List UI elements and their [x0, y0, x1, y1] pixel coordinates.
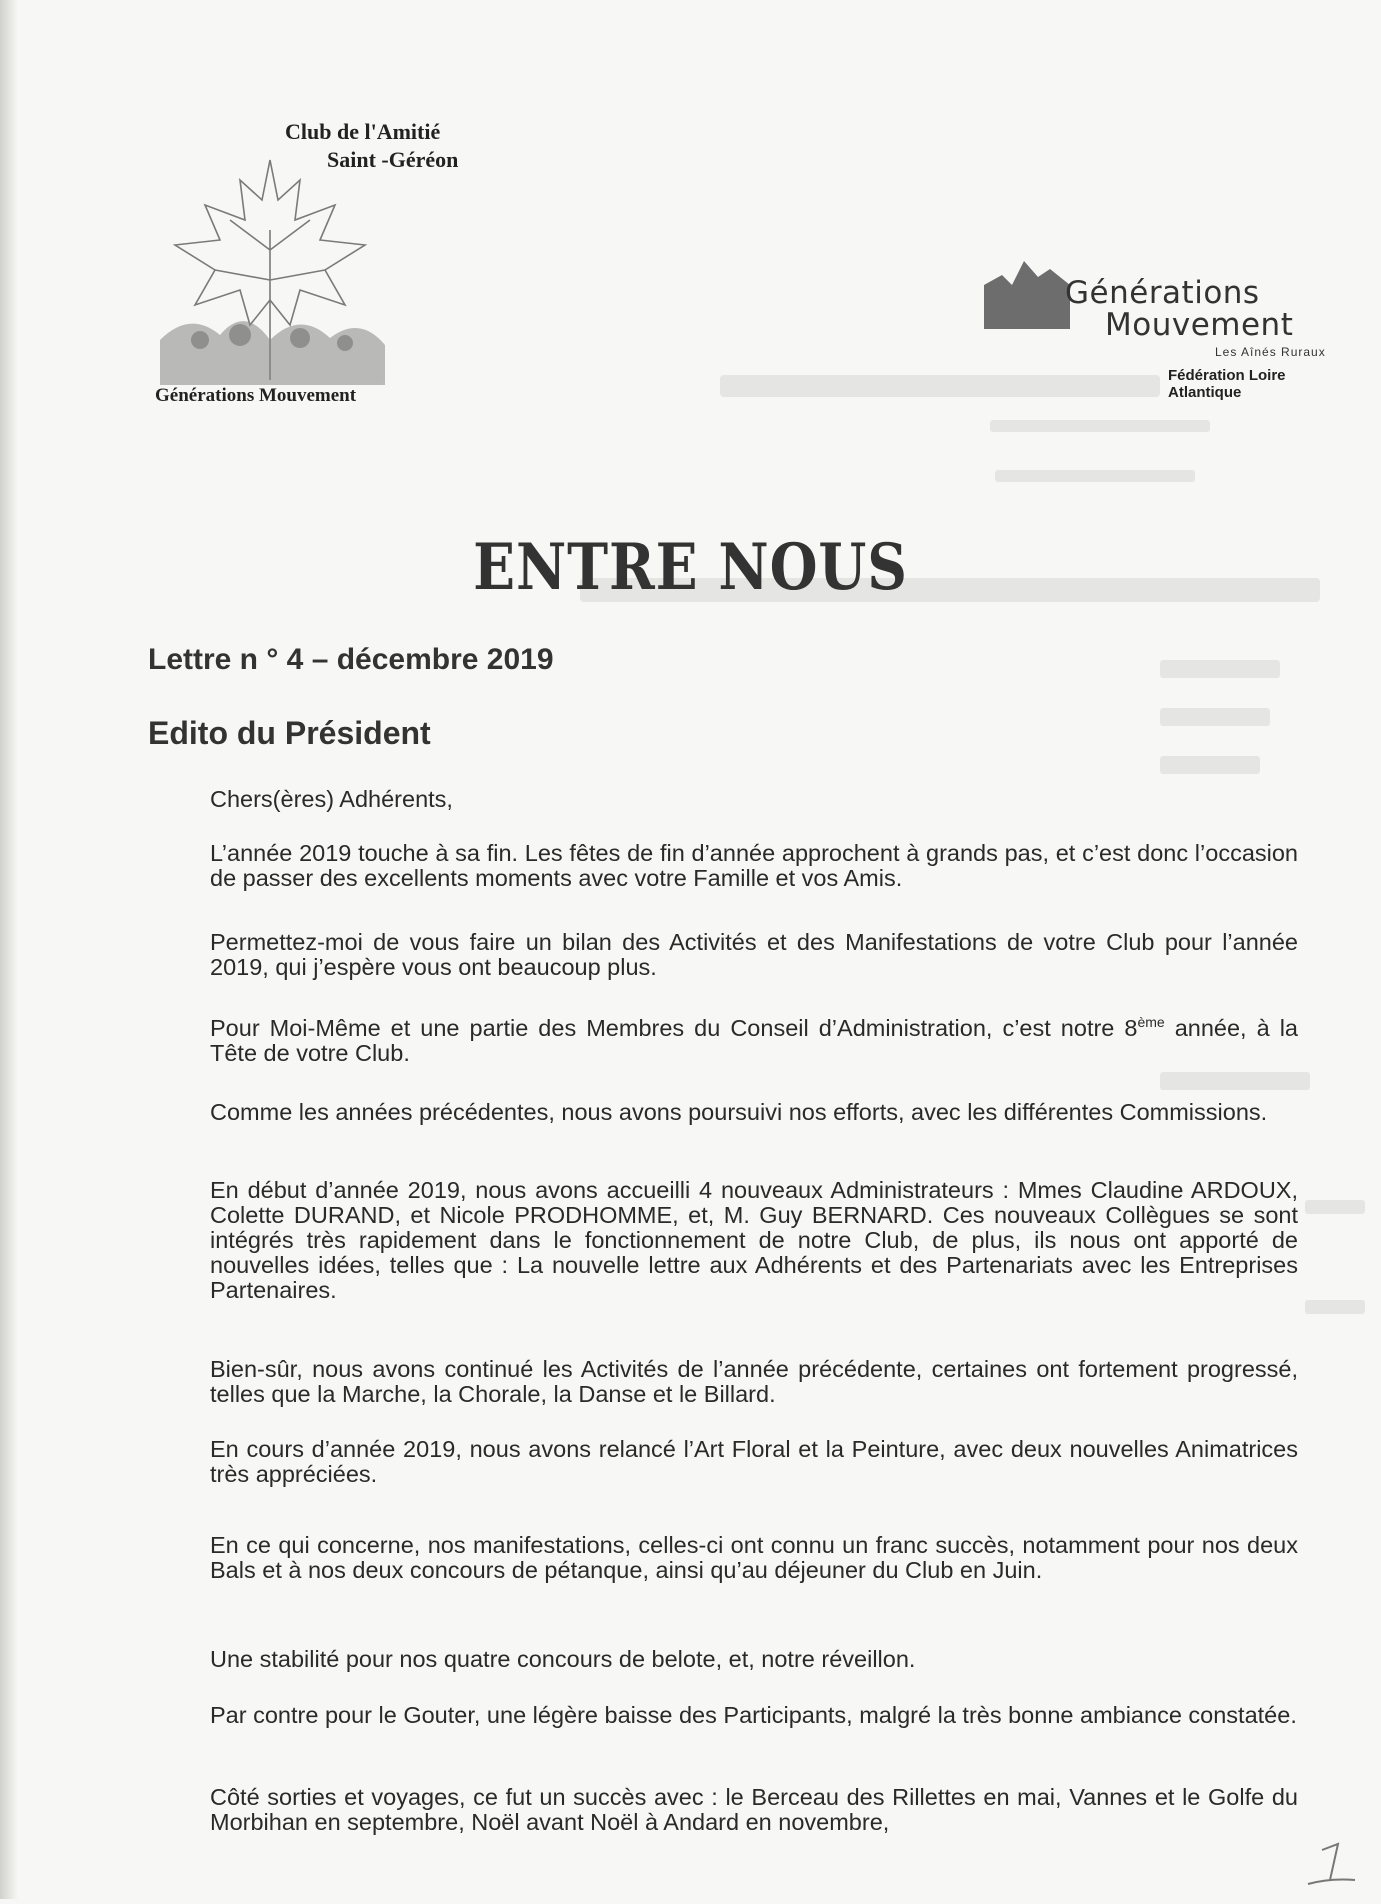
federation-word1: Générations: [1065, 275, 1260, 311]
paragraph: Permettez-moi de vous faire un bilan des Activités et des Manifestations de votre Club pour l’année 2019, qui j’espère vous ont beaucoup plus.: [210, 929, 1298, 980]
club-name-line2: Saint -Géréon: [327, 147, 459, 172]
maple-leaf-icon: [150, 140, 400, 400]
federation-logo: [980, 255, 1360, 401]
issue-line: Lettre n ° 4 – décembre 2019: [148, 643, 554, 676]
paragraph: En ce qui concerne, nos manifestations, celles-ci ont connu un franc succès, notamment pour nos deux Bals et à nos deux concours de pétanque, ainsi qu’au déjeuner du Club en Juin.: [210, 1532, 1298, 1583]
paragraph: En début d’année 2019, nous avons accueilli 4 nouveaux Administrateurs : Mmes Claudine ARDOUX, Colette DURAND, et Nicole PRODHOMME, et, M. Guy BERNARD. Ces nouveaux Collègues se sont intégrés très rapidement dans le fonctionnement de notre Club, de plus, ils nous ont apporté de nouvelles idées, telles que : La nouvelle lettre aux Adhérents et des Partenariats avec les Entreprises Partenaires.: [210, 1177, 1298, 1303]
federation-subtitle: Les Aînés Ruraux: [1215, 345, 1326, 359]
club-movement-label: Générations Mouvement: [155, 385, 357, 406]
paragraph: Par contre pour le Gouter, une légère baisse des Participants, malgré la très bonne ambiance constatée.: [210, 1702, 1297, 1728]
edito-heading: Edito du Président: [148, 715, 431, 751]
paragraph: Côté sorties et voyages, ce fut un succès avec : le Berceau des Rillettes en mai, Vannes et le Golfe du Morbihan en septembre, Noël avant Noël à Andard en novembre,: [210, 1784, 1298, 1835]
paragraph: Une stabilité pour nos quatre concours de belote, et, notre réveillon.: [210, 1646, 916, 1672]
paragraph-text: année, à la Tête de votre Club.: [210, 1014, 1298, 1066]
paragraph: En cours d’année 2019, nous avons relancé l’Art Floral et la Peinture, avec deux nouvelles Animatrices très appréciées.: [210, 1436, 1298, 1487]
club-name-line1: Club de l'Amitié: [285, 119, 441, 144]
handwritten-page-number: [1300, 1840, 1360, 1890]
federation-word2: Mouvement: [1105, 307, 1294, 343]
superscript: ème: [1137, 1014, 1165, 1030]
paragraph-text: Pour Moi-Même et une partie des Membres du Conseil d’Administration, c’est notre 8: [210, 1014, 1138, 1041]
paragraph: Comme les années précédentes, nous avons poursuivi nos efforts, avec les différentes Commissions.: [210, 1099, 1268, 1125]
club-logo: [150, 110, 459, 410]
paragraph: [210, 1010, 1298, 1066]
newsletter-title: ENTRE NOUS: [473, 530, 908, 605]
paragraph: Bien-sûr, nous avons continué les Activités de l’année précédente, certaines ont fortement progressé, telles que la Marche, la Chorale, la Danse et le Billard.: [210, 1356, 1298, 1407]
paragraph: L’année 2019 touche à sa fin. Les fêtes de fin d’année approchent à grands pas, et c’est donc l’occasion de passer des excellents moments avec votre Famille et vos Amis.: [210, 840, 1298, 891]
houses-logo-icon: [980, 255, 1075, 335]
federation-name: Fédération Loire Atlantique: [1168, 367, 1286, 401]
salutation: Chers(ères) Adhérents,: [210, 786, 453, 812]
